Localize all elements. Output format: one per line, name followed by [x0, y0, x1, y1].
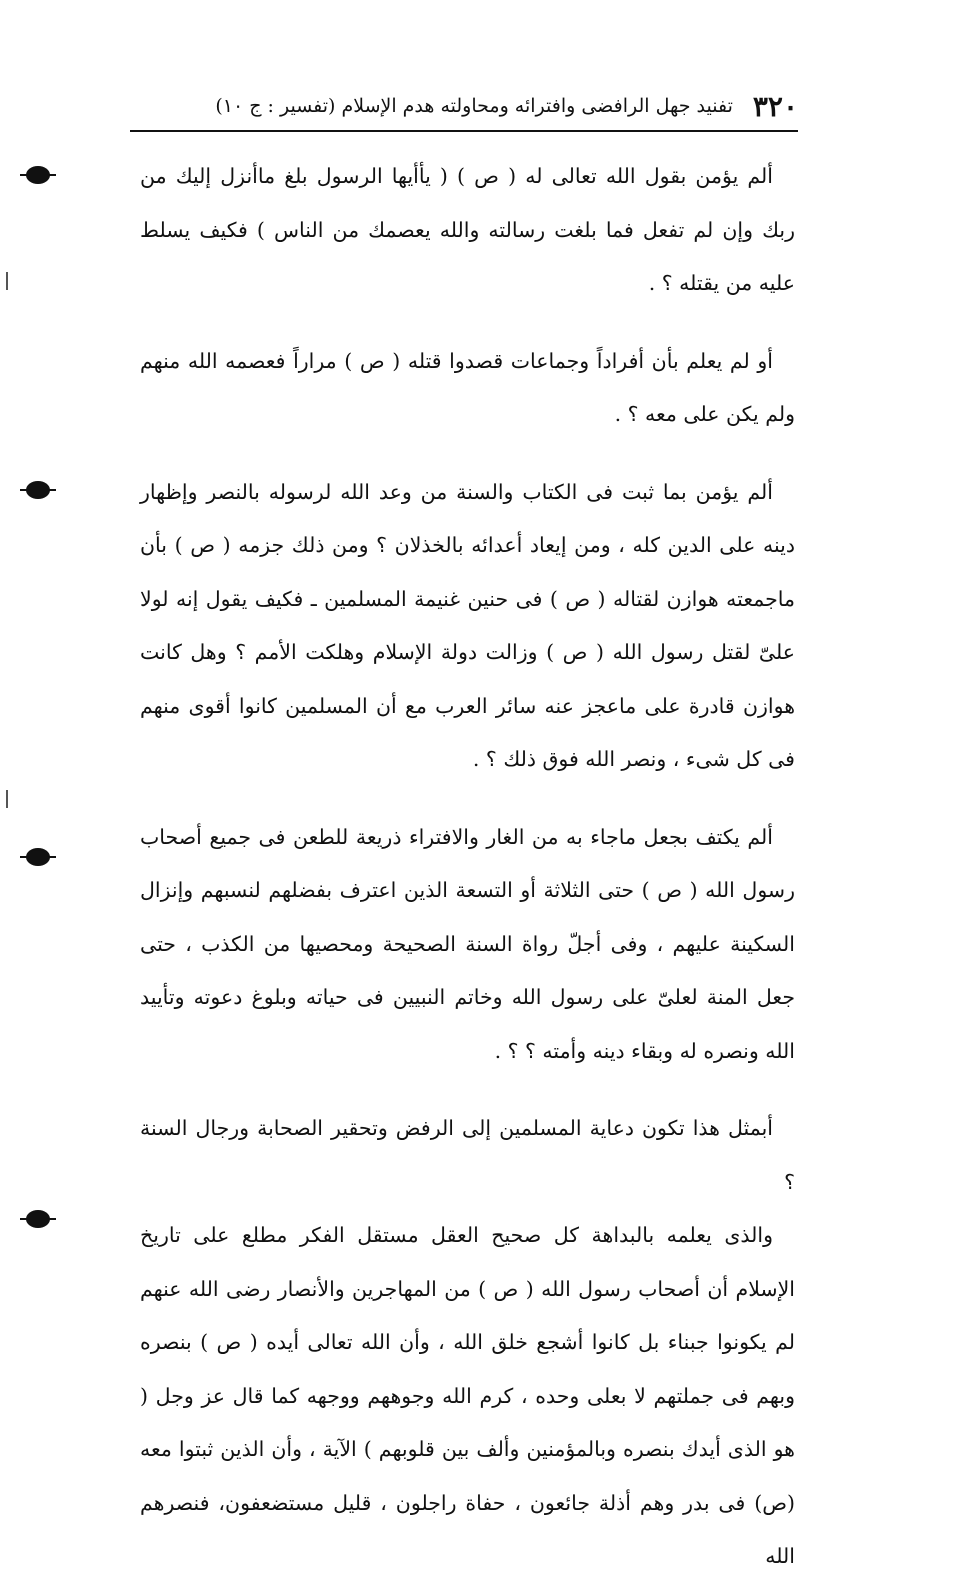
page-number: ٣٢٠: [752, 89, 798, 123]
punch-hole-mark: [28, 483, 48, 497]
page-header: [130, 86, 798, 126]
punch-hole-mark: [28, 850, 48, 864]
paragraph: أو لم يعلم بأن أفراداً وجماعات قصدوا قتله ( ص ) مراراً فعصمه الله منهم ولم يكن على معه ؟ .: [140, 348, 795, 426]
body-text: [140, 150, 795, 1584]
paragraph: ألم يكتف بجعل ماجاء به من الغار والافتراء ذريعة للطعن فى جميع أصحاب رسول الله ( ص ) حتى الثلاثة أو التسعة الذين اعترف بفضلهم لنسبهم وإنزال السكينة عليهم ، وفى أجلّ رواة السنة الصحيحة ومحصيها من الكذب ، حتى جعل المنة لعلىّ على رسول الله وخاتم النبيين فى حياته وبلوغ دعوته وتأييد الله ونصره له وبقاء دينه وأمته ؟ ؟ .: [140, 824, 795, 1063]
paragraph: ألم يؤمن بقول الله تعالى له ( ص ) ( يأأيها الرسول بلغ ماأنزل إليك من ربك وإن لم تفعل فما بلغت رسالته والله يعصمك من الناس ) فكيف يسلط عليه من يقتله ؟ .: [140, 164, 795, 295]
punch-hole-mark: [28, 168, 48, 182]
running-title: تفنيد جهل الرافضى وافترائه ومحاولته هدم الإسلام (تفسير : ج ١٠): [215, 95, 733, 117]
paragraph: ألم يؤمن بما ثبت فى الكتاب والسنة من وعد الله لرسوله بالنصر وإظهار دينه على الدين كله ، ومن إيعاد أعدائه بالخذلان ؟ ومن ذلك جزمه ( ص ) بأن ماجمعته هوازن لقتاله ( ص ) فى حنين غنيمة المسلمين ـ فكيف يقول إنه لولا علىّ لقتل رسول الله ( ص ) وزالت دولة الإسلام وهلكت الأمم ؟ وهل كانت هوازن قادرة على ماعجز عنه سائر العرب مع أن المسلمين كانوا أقوى منهم فى كل شىء ، ونصر الله فوق ذلك ؟ .: [140, 479, 795, 771]
punch-hole-mark: [28, 1212, 48, 1226]
header-rule: [130, 130, 798, 132]
margin-tick: [6, 272, 8, 290]
margin-tick: [6, 790, 8, 808]
paragraph: أبمثل هذا تكون دعاية المسلمين إلى الرفض وتحقير الصحابة ورجال السنة ؟: [140, 1116, 795, 1194]
paragraph: والذى يعلمه بالبداهة كل صحيح العقل مستقل الفكر مطلع على تاريخ الإسلام أن أصحاب رسول الله ( ص ) من المهاجرين والأنصار رضى الله عنهم لم يكونوا جبناء بل كانوا أشجع خلق الله ، وأن الله تعالى أيده ( ص ) بنصره وبهم فى جملتهم لا بعلى وحده ، كرم الله وجوههم ووجهه كما قال عز وجل ( هو الذى أيدك بنصره وبالمؤمنين وألف بين قلوبهم ) الآية ، وأن الذين ثبتوا معه (ص) فى بدر وهم أذلة جائعون ، حفاة راجلون ، قليل مستضعفون، فنصرهم الله: [140, 1223, 795, 1568]
